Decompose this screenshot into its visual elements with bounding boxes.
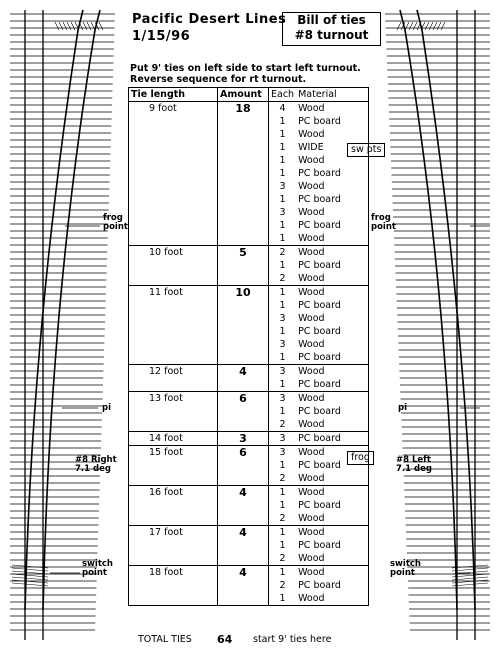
ties-table-body [129,102,369,606]
tie-length-cell [129,592,218,606]
material-cell: PC board [296,259,369,272]
each-cell: 2 [269,512,297,526]
material-cell: PC board [296,351,369,365]
material-cell: Wood [296,232,369,246]
table-row [129,338,369,351]
tie-length-cell [129,459,218,472]
frog-tag: frog [347,451,374,465]
table-row [129,246,369,260]
diverging-rail-inner [25,10,83,610]
document-title-box [282,12,381,46]
material-cell: Wood [296,180,369,193]
amount-cell: 3 [218,432,269,446]
each-cell: 1 [279,220,286,231]
tie-length-cell [129,512,218,526]
each-cell: 1 [279,487,286,498]
material-cell: PC board [296,167,369,180]
each-cell: 2 [269,552,297,566]
instructions-line2: Reverse sequence for rt turnout. [130,74,307,85]
material-cell: Wood [296,526,369,540]
amount-cell [218,193,269,206]
amount-cell [218,512,269,526]
each-cell: 3 [279,181,286,192]
document-date: 1/15/96 [132,29,191,44]
left-turnout-line2: 7.1 deg [75,464,111,474]
amount-cell: 4 [218,566,269,580]
table-row [129,418,369,432]
tie-length-cell: 16 foot [129,486,218,500]
material-cell: PC board [296,432,369,446]
left-switch-line1: switch [82,559,113,569]
table-row [129,512,369,526]
document-title-line2: #8 turnout [294,28,369,42]
each-cell: 3 [269,432,297,446]
railroad-name: Pacific Desert Lines [132,12,287,27]
tie-length-cell [129,552,218,566]
tie-length-cell [129,272,218,286]
tie-length-cell [129,115,218,128]
material-cell: PC board [296,325,369,338]
amount-cell [218,167,269,180]
frog-hatch [91,22,95,30]
amount-cell: 4 [218,526,269,540]
table-row [129,566,369,580]
each-cell: 1 [279,527,286,538]
each-cell: 1 [279,129,286,140]
amount-cell [218,154,269,167]
each-cell: 1 [269,232,297,246]
tie-length-cell [129,128,218,141]
each-cell: 3 [279,339,286,350]
frog-hatch [425,22,429,30]
material-cell: PC board [296,499,369,512]
right-frog-label-line2: point [371,222,396,232]
each-cell: 1 [279,567,286,578]
each-cell: 3 [279,313,286,324]
each-cell: 3 [279,447,286,458]
amount-cell [218,180,269,193]
table-row [129,167,369,180]
frog-hatch [437,22,441,30]
tie-length-cell [129,299,218,312]
diverging-rail-outer [400,10,457,610]
each-cell: 1 [279,260,286,271]
table-header-row [129,88,369,102]
each-cell: 1 [279,460,286,471]
each-cell: 1 [269,378,297,392]
amount-cell [218,499,269,512]
each-cell: 1 [279,326,286,337]
amount-cell [218,206,269,219]
header-material: Material [296,88,369,102]
frog-hatch [99,22,103,30]
left-pi-label: pi [102,403,111,413]
amount-cell [218,128,269,141]
each-cell: 2 [279,580,286,591]
material-cell: Wood [296,552,369,566]
each-cell: 2 [269,272,297,286]
amount-cell: 18 [218,102,269,116]
material-cell: Wood [296,286,369,300]
each-cell: 1 [279,116,286,127]
table-row [129,325,369,338]
each-cell: 1 [279,287,286,298]
tie-length-cell [129,180,218,193]
tie-length-cell [129,378,218,392]
amount-cell [218,232,269,246]
tie-length-cell: 9 foot [129,102,218,116]
tie-length-cell [129,338,218,351]
tie-length-cell: 13 foot [129,392,218,406]
tie-length-cell: 10 foot [129,246,218,260]
each-cell: 3 [279,366,286,377]
left-switch-point-label [82,560,113,578]
tie-length-cell [129,405,218,418]
amount-cell: 10 [218,286,269,300]
left-turnout-line1: #8 Right [75,455,117,465]
diverging-rail-inner [417,10,475,610]
left-frog-point-label [103,214,128,232]
instructions-note [130,63,361,85]
each-cell: 2 [279,247,286,258]
material-cell: PC board [296,299,369,312]
each-cell: 1 [279,194,286,205]
table-row [129,365,369,379]
each-cell: 1 [279,155,286,166]
material-cell: Wood [296,592,369,606]
material-cell: Wood [296,154,369,167]
each-cell: 2 [269,472,297,486]
tie-length-cell [129,141,218,154]
table-row [129,219,369,232]
amount-cell: 4 [218,365,269,379]
material-cell: PC board [296,219,369,232]
material-cell: WIDE [296,141,369,154]
frog-hatch [433,22,437,30]
material-cell: PC board [296,115,369,128]
material-cell: Wood [296,472,369,486]
amount-cell [218,579,269,592]
table-row [129,552,369,566]
amount-cell: 4 [218,486,269,500]
tie-length-cell: 18 foot [129,566,218,580]
material-cell: PC board [296,459,369,472]
tie-length-cell [129,154,218,167]
table-row [129,486,369,500]
table-row [129,446,369,460]
tie-length-cell [129,259,218,272]
ties-table [128,87,369,606]
material-cell: Wood [296,446,369,460]
table-row [129,499,369,512]
material-cell: Wood [296,128,369,141]
table-row [129,405,369,418]
tie-length-cell [129,499,218,512]
frog-hatch [405,22,409,30]
material-cell: Wood [296,392,369,406]
document-title-line1: Bill of ties [297,13,366,27]
table-row [129,392,369,406]
amount-cell: 5 [218,246,269,260]
material-cell: PC board [296,405,369,418]
amount-cell [218,115,269,128]
table-row [129,378,369,392]
tie-length-cell [129,351,218,365]
track-group [10,10,115,640]
tie-length-cell [129,219,218,232]
frog-hatch [55,22,59,30]
table-row [129,115,369,128]
table-row [129,539,369,552]
left-frog-label-line1: frog [103,213,123,223]
frog-hatch [429,22,433,30]
table-row [129,232,369,246]
table-row [129,592,369,606]
amount-cell [218,552,269,566]
amount-cell: 6 [218,446,269,460]
frog-hatch [67,22,71,30]
tie-length-cell [129,193,218,206]
material-cell: PC board [296,579,369,592]
material-cell: Wood [296,365,369,379]
amount-cell [218,418,269,432]
frog-hatch [59,22,63,30]
frog-hatch [83,22,87,30]
tie-length-cell [129,312,218,325]
tie-length-cell [129,206,218,219]
amount-cell [218,141,269,154]
material-cell: Wood [296,486,369,500]
each-cell: 1 [279,142,286,153]
amount-cell [218,312,269,325]
tie-length-cell: 11 foot [129,286,218,300]
each-cell: 1 [269,592,297,606]
right-turnout-line2: 7.1 deg [396,464,432,474]
table-row [129,141,369,154]
material-cell: Wood [296,246,369,260]
table-row [129,472,369,486]
tie-length-cell: 12 foot [129,365,218,379]
header-each: Each [269,88,297,102]
tie-length-cell [129,539,218,552]
amount-cell [218,272,269,286]
amount-cell [218,259,269,272]
each-cell: 1 [269,351,297,365]
each-cell: 4 [279,103,286,114]
table-row [129,128,369,141]
each-cell: 1 [279,540,286,551]
table-row [129,193,369,206]
table-row [129,286,369,300]
tie-length-cell [129,418,218,432]
tie-length-cell [129,472,218,486]
table-row [129,432,369,446]
left-switch-line2: point [82,568,107,578]
material-cell: Wood [296,338,369,351]
each-cell: 3 [279,207,286,218]
each-cell: 1 [279,500,286,511]
table-row [129,312,369,325]
amount-cell [218,219,269,232]
material-cell: Wood [296,206,369,219]
table-row [129,272,369,286]
table-row [129,351,369,365]
total-ties-label: TOTAL TIES [138,634,192,645]
amount-cell [218,351,269,365]
tie-length-cell [129,232,218,246]
track-group [385,10,490,640]
table-row [129,259,369,272]
each-cell: 1 [279,168,286,179]
amount-cell [218,338,269,351]
frog-hatch [63,22,67,30]
tie-length-cell: 15 foot [129,446,218,460]
right-switch-line1: switch [390,559,421,569]
amount-cell [218,592,269,606]
right-switch-point-label [390,560,421,578]
left-turnout-label [75,456,117,474]
frog-hatch [87,22,91,30]
table-row [129,154,369,167]
material-cell: Wood [296,418,369,432]
table-row [129,526,369,540]
tie-length-cell [129,167,218,180]
header-tie-length: Tie length [129,88,218,102]
each-cell: 2 [269,418,297,432]
tie-length-cell: 17 foot [129,526,218,540]
amount-cell [218,539,269,552]
header-amount: Amount [218,88,269,102]
tie-length-cell: 14 foot [129,432,218,446]
amount-cell: 6 [218,392,269,406]
right-turnout-label [396,456,432,474]
table-row [129,459,369,472]
frog-hatch [71,22,75,30]
total-ties-note: start 9' ties here [253,634,332,645]
amount-cell [218,405,269,418]
material-cell: Wood [296,272,369,286]
table-row [129,579,369,592]
tie-length-cell [129,325,218,338]
right-switch-line2: point [390,568,415,578]
tie-length-cell [129,579,218,592]
each-cell: 3 [279,393,286,404]
frog-hatch [409,22,413,30]
table-row [129,180,369,193]
switch-points-tag: sw pts [347,143,385,157]
material-cell: Wood [296,102,369,116]
material-cell: PC board [296,378,369,392]
material-cell: PC board [296,539,369,552]
material-cell: Wood [296,312,369,325]
frog-hatch [413,22,417,30]
material-cell: PC board [296,193,369,206]
amount-cell [218,472,269,486]
each-cell: 1 [279,300,286,311]
frog-hatch [397,22,401,30]
right-pi-label: pi [398,403,407,413]
frog-hatch [441,22,445,30]
left-frog-label-line2: point [103,222,128,232]
material-cell: Wood [296,566,369,580]
right-frog-point-label [371,214,396,232]
amount-cell [218,378,269,392]
right-turnout-line1: #8 Left [396,455,431,465]
each-cell: 1 [279,406,286,417]
table-row [129,206,369,219]
amount-cell [218,325,269,338]
total-ties-value: 64 [217,633,233,646]
material-cell: Wood [296,512,369,526]
diverging-rail-outer [43,10,100,610]
amount-cell [218,299,269,312]
instructions-line1: Put 9' ties on left side to start left turnout. [130,63,361,74]
right-frog-label-line1: frog [371,213,391,223]
table-row [129,102,369,116]
table-row [129,299,369,312]
amount-cell [218,459,269,472]
